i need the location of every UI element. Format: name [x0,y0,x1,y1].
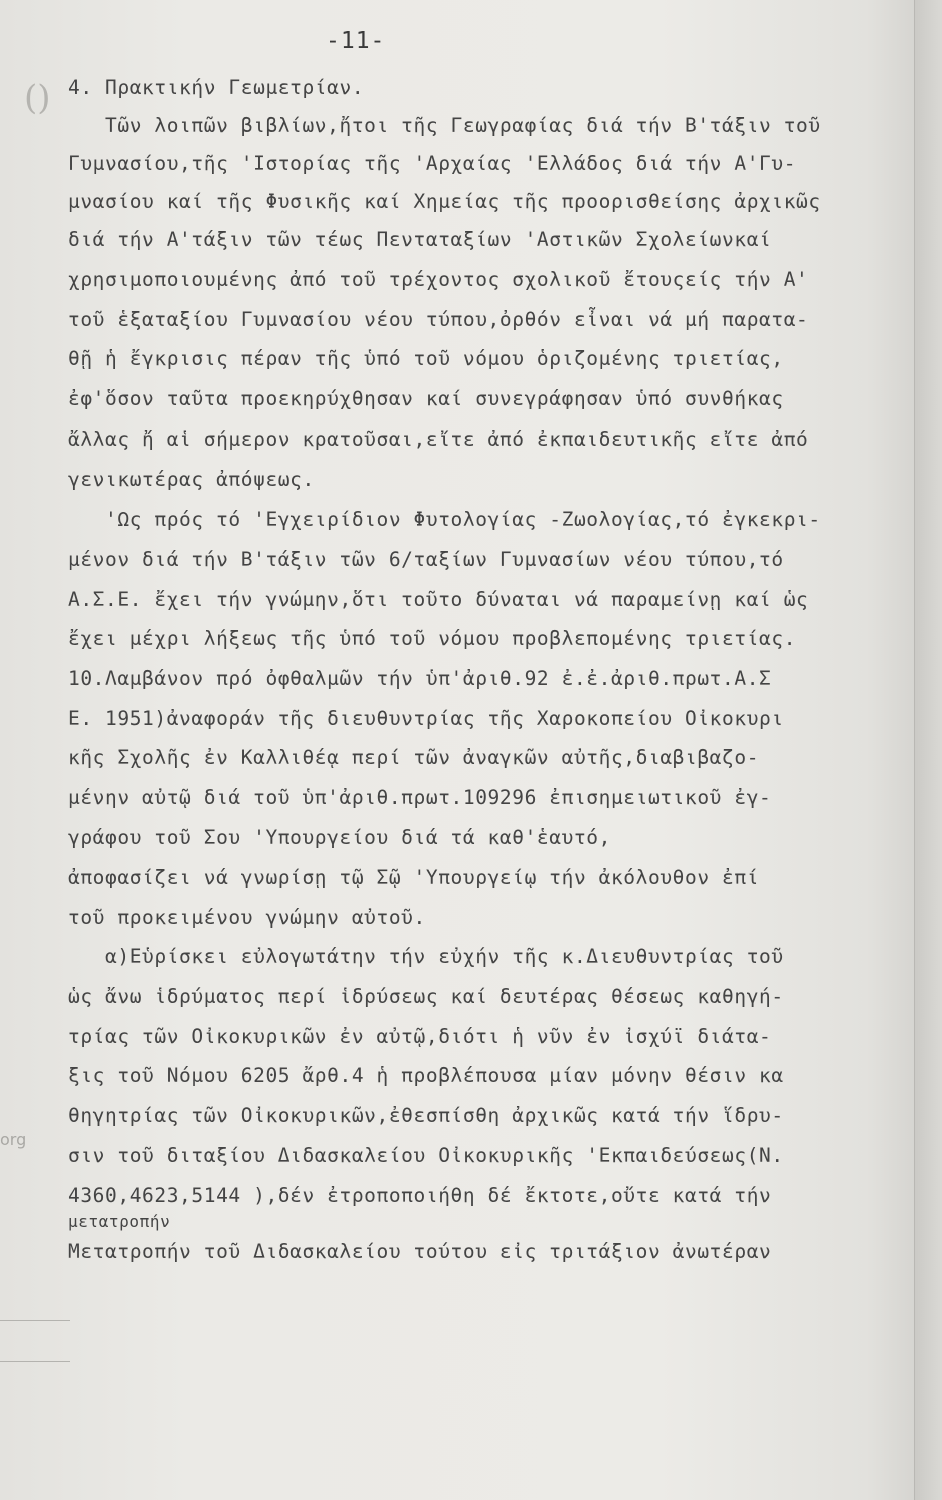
text-line-insertion: μετατροπήν [68,1212,171,1231]
text-line: 'Ως πρός τό 'Εγχειρίδιον Φυτολογίας -Ζωολογίας,τό ἐγκεκρι- [68,508,821,531]
text-line: διά τήν Α'τάξιν τῶν τέως Πενταταξίων 'Αστικῶν Σχολείωνκαί [68,228,772,251]
text-line: κῆς Σχολῆς ἐν Καλλιθέᾳ περί τῶν ἀναγκῶν αὐτῆς,διαβιβαζο- [68,746,760,769]
page-fold-edge [914,0,942,1500]
text-line: ἄλλας ἤ αἱ σήμερον κρατοῦσαι,εἴτε ἀπό ἐκπαιδευτικῆς εἴτε ἀπό [68,428,809,451]
text-line: Τῶν λοιπῶν βιβλίων,ἤτοι τῆς Γεωγραφίας διά τήν Β'τάξιν τοῦ [68,114,821,137]
text-line: θῇ ἡ ἔγκρισις πέραν τῆς ὑπό τοῦ νόμου ὁριζομένης τριετίας, [68,347,784,370]
text-line: Μετατροπήν τοῦ Διδασκαλείου τούτου εἰς τριτάξιον ἀνωτέραν [68,1240,772,1263]
margin-text: org [0,1130,27,1149]
text-line: α)Εὑρίσκει εὐλογωτάτην τήν εὐχήν τῆς κ.Διευθυντρίας τοῦ [68,945,784,968]
text-line: 10.Λαμβάνον πρό ὀφθαλμῶν τήν ὑπ'ἀριθ.92 ἐ.ἐ.ἀριθ.πρωτ.Α.Σ [68,667,772,690]
text-line: ἔχει μέχρι λήξεως τῆς ὑπό τοῦ νόμου προβλεπομένης τριετίας. [68,627,797,650]
margin-stamp-edge [0,1320,70,1362]
margin-bracket-mark: () [24,78,51,118]
text-line: μένον διά τήν Β'τάξιν τῶν 6/ταξίων Γυμνασίων νέου τύπου,τό [68,548,784,571]
text-line: Ε. 1951)ἀναφοράν τῆς διευθυντρίας τῆς Χαροκοπείου Οἰκοκυρι [68,707,784,730]
text-line: ὡς ἄνω ἱδρύματος περί ἱδρύσεως καί δευτέρας θέσεως καθηγή- [68,985,784,1008]
text-line: Α.Σ.Ε. ἔχει τήν γνώμην,ὅτι τοῦτο δύναται νά παραμείνῃ καί ὡς [68,588,809,611]
text-line: μένην αὐτῷ διά τοῦ ὑπ'ἀριθ.πρωτ.109296 ἐπισημειωτικοῦ ἐγ- [68,786,772,809]
text-line: τοῦ ἑξαταξίου Γυμνασίου νέου τύπου,ὀρθόν εἶναι νά μή παρατα- [68,308,809,331]
text-line: γράφου τοῦ Σου 'Υπουργείου διά τά καθ'ἑαυτό, [68,826,611,849]
page-number: -11- [326,28,386,54]
text-line: χρησιμοποιουμένης ἀπό τοῦ τρέχοντος σχολικοῦ ἔτουςείς τήν Α' [68,268,809,291]
text-line: γενικωτέρας ἀπόψεως. [68,468,315,491]
text-line: Γυμνασίου,τῆς 'Ιστορίας τῆς 'Αρχαίας 'Ελλάδος διά τήν Α'Γυ- [68,152,797,175]
text-line: ἐφ'ὅσον ταῦτα προεκηρύχθησαν καί συνεγράφησαν ὑπό συνθήκας [68,387,784,410]
text-line: τοῦ προκειμένου γνώμην αὐτοῦ. [68,906,426,929]
text-line: 4. Πρακτικήν Γεωμετρίαν. [68,76,365,99]
text-line: ξις τοῦ Νόμου 6205 ἄρθ.4 ἡ προβλέπουσα μίαν μόνην θέσιν κα [68,1064,784,1087]
text-line: ἀποφασίζει νά γνωρίσῃ τῷ Σῷ 'Υπουργείῳ τήν ἀκόλουθον ἐπί [68,866,760,889]
text-line: 4360,4623,5144 ),δέν ἐτροποποιήθη δέ ἔκτοτε,οὔτε κατά τήν [68,1184,772,1207]
text-line: θηγητρίας τῶν Οἰκοκυρικῶν,ἐθεσπίσθη ἀρχικῶς κατά τήν ἵδρυ- [68,1104,784,1127]
text-line: μνασίου καί τῆς Φυσικῆς καί Χημείας τῆς προορισθείσης ἀρχικῶς [68,190,821,213]
text-line: σιν τοῦ διταξίου Διδασκαλείου Οἰκοκυρικῆς 'Εκπαιδεύσεως(Ν. [68,1144,784,1167]
text-line: τρίας τῶν Οἰκοκυρικῶν ἐν αὐτῷ,διότι ἡ νῦν ἐν ἰσχύϊ διάτα- [68,1025,772,1048]
